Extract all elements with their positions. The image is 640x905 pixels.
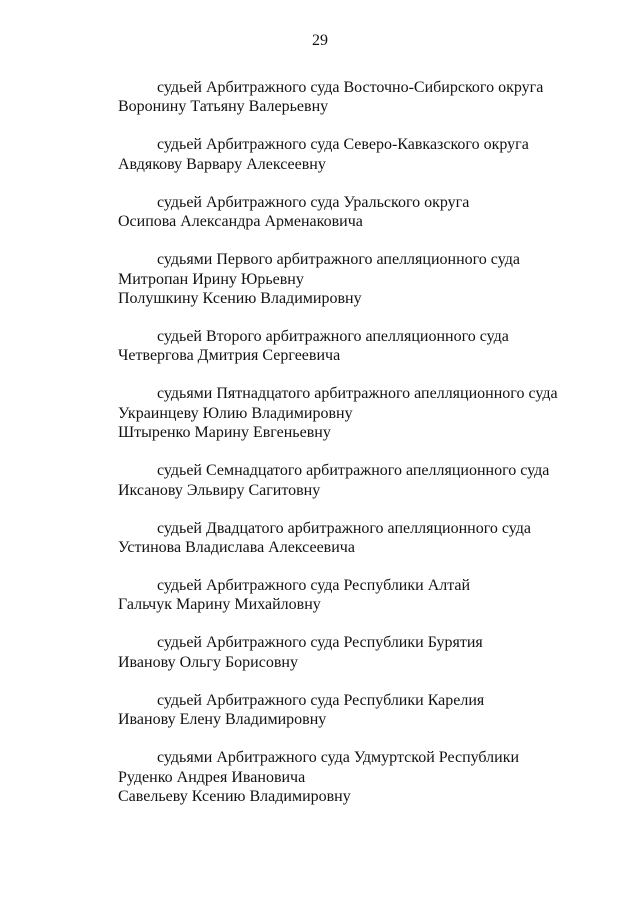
judge-name: Осипова Александра Арменаковича <box>118 213 363 231</box>
judge-name: Штыренко Марину Евгеньевну <box>118 424 331 442</box>
judge-name: Савельеву Ксению Владимировну <box>118 788 351 806</box>
appointment-entry <box>0 250 640 308</box>
appointment-entry <box>0 748 640 806</box>
court-position: судьями Пятнадцатого арбитражного апелляционного суда <box>157 385 558 403</box>
judge-name: Гальчук Марину Михайловну <box>118 596 321 614</box>
appointment-entry <box>0 384 640 442</box>
court-position: судьей Арбитражного суда Республики Карелия <box>157 691 485 709</box>
judge-name: Руденко Андрея Ивановича <box>118 768 306 786</box>
judge-name: Четвергова Дмитрия Сергеевича <box>118 347 341 365</box>
appointment-entry <box>0 461 640 500</box>
court-position: судьей Арбитражного суда Республики Бурятия <box>157 634 483 652</box>
court-position: судьей Арбитражного суда Республики Алтай <box>157 577 471 595</box>
appointment-entry <box>0 78 640 117</box>
judge-name: Украинцеву Юлию Владимировну <box>118 404 353 422</box>
appointment-entry <box>0 193 640 232</box>
appointment-list <box>0 78 640 825</box>
court-position: судьями Первого арбитражного апелляционного суда <box>157 251 520 269</box>
court-position: судьями Арбитражного суда Удмуртской Республики <box>157 749 520 767</box>
court-position: судьей Двадцатого арбитражного апелляционного суда <box>157 519 531 537</box>
judge-name: Иванову Елену Владимировну <box>118 711 327 729</box>
judge-name: Полушкину Ксению Владимировну <box>118 290 362 308</box>
appointment-entry <box>0 327 640 366</box>
judge-name: Митропан Ирину Юрьевну <box>118 270 304 288</box>
court-position: судьей Семнадцатого арбитражного апелляционного суда <box>157 462 550 480</box>
page-number: 29 <box>312 32 328 49</box>
appointment-entry <box>0 576 640 615</box>
court-position: судьей Арбитражного суда Восточно-Сибирского округа <box>157 79 544 96</box>
judge-name: Устинова Владислава Алексеевича <box>118 539 355 557</box>
appointment-entry <box>0 135 640 174</box>
judge-name: Авдякову Варвару Алексеевну <box>118 155 326 173</box>
appointment-entry <box>0 691 640 730</box>
judge-name: Воронину Татьяну Валерьевну <box>118 98 329 116</box>
court-position: судьей Второго арбитражного апелляционного суда <box>157 328 509 346</box>
judge-name: Иванову Ольгу Борисовну <box>118 653 298 671</box>
judge-name: Иксанову Эльвиру Сагитовну <box>118 481 321 499</box>
court-position: судьей Арбитражного суда Северо-Кавказского округа <box>157 136 529 154</box>
appointment-entry <box>0 519 640 558</box>
court-position: судьей Арбитражного суда Уральского округа <box>157 193 470 211</box>
appointment-entry <box>0 633 640 672</box>
